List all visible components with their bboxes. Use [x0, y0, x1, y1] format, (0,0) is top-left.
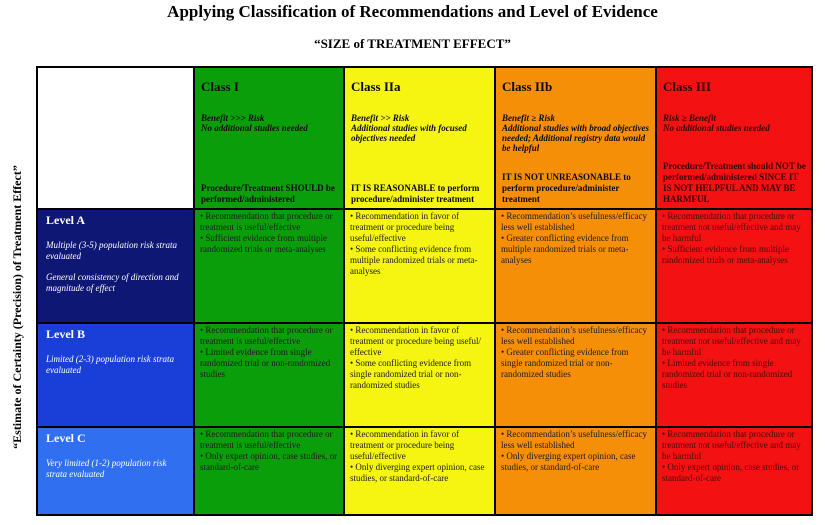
level-description: General consistency of direction and magnitude of effect	[46, 272, 179, 293]
recommendation-bullet: • Some conflicting evidence from multiple randomized trials or meta-analyses	[350, 244, 478, 276]
class-name: Class IIa	[351, 79, 401, 94]
level-description: Multiple (3-5) population risk strata evaluated	[46, 240, 177, 261]
page-title: Applying Classification of Recommendations and Level of Evidence	[167, 2, 658, 21]
recommendation-bullet: • Recommendation that procedure or treatment not useful/effective and may be harmful	[662, 325, 801, 357]
recommendation-bullet: • Recommendation in favor of treatment or procedure being useful/effective	[350, 429, 460, 461]
recommendation-bullet: • Recommendation’s usefulness/efficacy less well established	[501, 429, 647, 450]
recommendation-bullet: • Recommendation that procedure or treatment not useful/effective and may be harmful	[662, 211, 801, 243]
action-text: IT IS NOT UNREASONABLE to perform procedure/administer treatment	[502, 172, 631, 204]
recommendation-bullet: • Recommendation in favor of treatment or procedure being useful/ effective	[350, 325, 481, 357]
row-axis-title: “Estimate of Certainty (Precision) of Treatment Effect”	[10, 165, 24, 449]
recommendation-bullet: • Recommendation’s usefulness/efficacy less well established	[501, 211, 647, 232]
level-a-class-iii-cell	[656, 209, 812, 323]
level-a-label	[37, 209, 194, 323]
recommendation-bullet: • Greater conflicting evidence from single randomized trial or non-randomized studies	[501, 347, 629, 379]
benefit-text: Risk ≥ Benefit	[663, 113, 716, 123]
recommendation-bullet: • Recommendation that procedure or treatment is useful/effective	[200, 429, 333, 450]
level-c-class-i-cell	[194, 427, 344, 515]
level-description: Very limited (1-2) population risk strata evaluated	[46, 458, 167, 479]
recommendation-bullet: • Recommendation that procedure or treatment is useful/effective	[200, 325, 333, 346]
class-name: Class IIb	[502, 79, 553, 94]
header-class-iib	[495, 67, 656, 209]
action-text: IT IS REASONABLE to perform procedure/administer treatment	[351, 183, 480, 204]
level-a-class-iia-cell	[344, 209, 495, 323]
recommendation-bullet: • Some conflicting evidence from single randomized trial or non-randomized studies	[350, 358, 472, 390]
level-b-class-iib-cell	[495, 323, 656, 427]
level-b-class-iii-cell	[656, 323, 812, 427]
action-text: Procedure/Treatment should NOT be performed/administered SINCE IT IS NOT HELPFUL AND MAY BE HARMFUL	[663, 161, 806, 204]
recommendation-bullet: • Recommendation that procedure or treatment is useful/effective	[200, 211, 333, 232]
benefit-text: Benefit >>> Risk	[201, 113, 265, 123]
corner-cell	[37, 67, 194, 209]
level-a-class-i-cell	[194, 209, 344, 323]
level-name: Level B	[46, 327, 85, 341]
recommendation-bullet: • Limited evidence from single randomized trial or non-randomized studies	[200, 347, 331, 379]
recommendation-bullet: • Recommendation in favor of treatment or procedure being useful/effective	[350, 211, 460, 243]
benefit-text: No additional studies needed	[663, 123, 770, 133]
recommendation-bullet: • Sufficient evidence from multiple randomized trials or meta-analyses	[662, 244, 789, 265]
level-description: Limited (2-3) population risk strata evaluated	[46, 354, 174, 375]
header-class-iii	[656, 67, 812, 209]
action-text: Procedure/Treatment SHOULD be performed/administered	[201, 183, 335, 204]
level-a-class-iib-cell	[495, 209, 656, 323]
header-class-iia	[344, 67, 495, 209]
class-name: Class III	[663, 79, 712, 94]
recommendation-bullet: • Recommendation that procedure or treatment not useful/effective and may be harmful	[662, 429, 801, 461]
benefit-text: Benefit >> Risk	[351, 113, 410, 123]
header-class-i	[194, 67, 344, 209]
benefit-text: Additional studies with focused objectives needed	[351, 123, 467, 143]
level-b-label	[37, 323, 194, 427]
recommendation-bullet: • Only diverging expert opinion, case studies, or standard-of-care	[501, 451, 636, 472]
level-b-class-i-cell	[194, 323, 344, 427]
recommendation-bullet: • Only expert opinion, case studies, or standard-of-care	[200, 451, 338, 472]
recommendation-bullet: • Greater conflicting evidence from multiple randomized trials or meta-analyses	[501, 233, 629, 265]
benefit-text: No additional studies needed	[201, 123, 308, 133]
level-b-class-iia-cell	[344, 323, 495, 427]
level-c-label	[37, 427, 194, 515]
level-name: Level A	[46, 213, 85, 227]
classification-grid	[36, 66, 813, 516]
level-c-class-iia-cell	[344, 427, 495, 515]
benefit-text: Additional studies with broad objectives needed; Additional registry data would be helpful	[502, 123, 650, 153]
benefit-text: Benefit ≥ Risk	[502, 113, 555, 123]
column-axis-title: “SIZE of TREATMENT EFFECT”	[314, 36, 511, 51]
class-name: Class I	[201, 79, 239, 94]
recommendation-bullet: • Limited evidence from single randomized trial or non-randomized studies	[662, 358, 793, 390]
level-c-class-iib-cell	[495, 427, 656, 515]
level-name: Level C	[46, 431, 86, 445]
recommendation-bullet: • Only expert opinion, case studies, or standard-of-care	[662, 462, 800, 483]
recommendation-bullet: • Only diverging expert opinion, case studies, or standard-of-care	[350, 462, 485, 483]
recommendation-bullet: • Sufficient evidence from multiple randomized trials or meta-analyses	[200, 233, 327, 254]
level-c-class-iii-cell	[656, 427, 812, 515]
recommendation-bullet: • Recommendation’s usefulness/efficacy less well established	[501, 325, 647, 346]
